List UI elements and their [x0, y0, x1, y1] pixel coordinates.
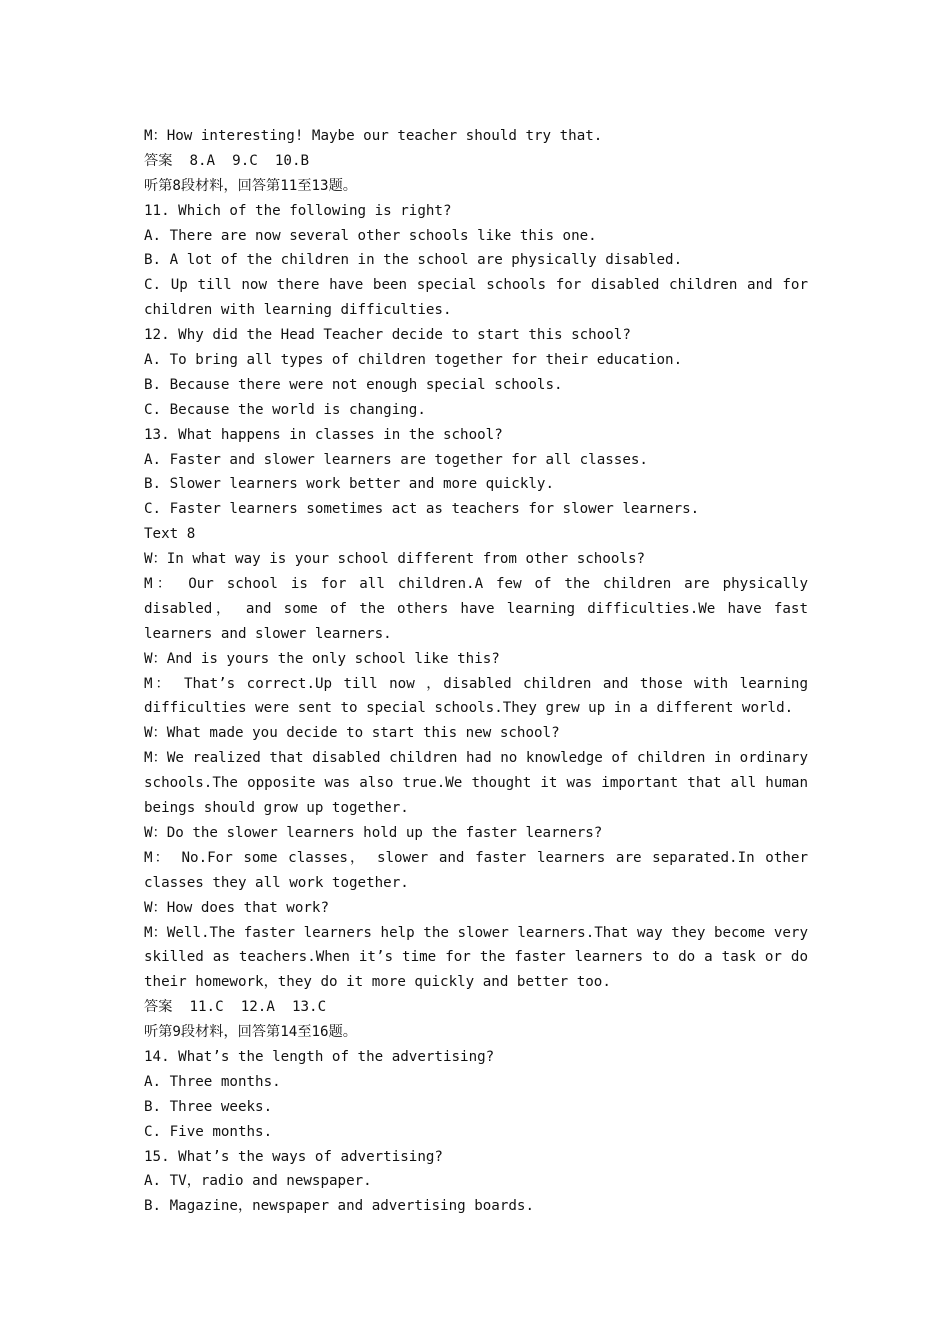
text-line: 听第8段材料，回答第11至13题。 — [144, 177, 357, 194]
text-line: M：Well.The faster learners help the slower learners.That way they become very — [144, 924, 808, 941]
text-line: M：How interesting! Maybe our teacher should try that. — [144, 128, 603, 144]
text-line: Text 8 — [144, 526, 196, 543]
text-line: W：And is yours the only school like this? — [144, 650, 500, 667]
text-line: disabled， and some of the others have learning difficulties.We have fast — [144, 600, 808, 617]
text-line: W：How does that work? — [144, 899, 330, 916]
text-line: 15. What’s the ways of advertising? — [144, 1148, 443, 1165]
text-line: A. There are now several other schools like this one. — [144, 227, 597, 244]
text-line: 11. Which of the following is right? — [144, 202, 452, 219]
text-line: A. TV，radio and newspaper. — [144, 1173, 372, 1190]
text-line: 13. What happens in classes in the school? — [144, 426, 503, 443]
text-line: skilled as teachers.When it’s time for the faster learners to do a task or do — [144, 949, 808, 966]
text-line: schools.The opposite was also true.We thought it was important that all human — [144, 775, 808, 792]
text-line: beings should grow up together. — [144, 800, 409, 817]
text-line: C. Up till now there have been special schools for disabled children and for — [144, 277, 808, 294]
text-line: B. Magazine，newspaper and advertising boards. — [144, 1198, 535, 1215]
text-line: B. Because there were not enough special schools. — [144, 376, 563, 393]
text-line: 14. What’s the length of the advertising? — [144, 1048, 495, 1065]
text-line: W：In what way is your school different from other schools? — [144, 551, 646, 568]
text-line: C. Five months. — [144, 1123, 273, 1140]
text-line: M： That’s correct.Up till now ，disabled children and those with learning — [144, 675, 808, 692]
text-line: children with learning difficulties. — [144, 302, 452, 319]
text-line: W：What made you decide to start this new school? — [144, 725, 560, 742]
text-line: A. Three months. — [144, 1073, 281, 1090]
text-line: M： No.For some classes， slower and faster learners are separated.In other — [144, 849, 808, 866]
text-line: B. Slower learners work better and more quickly. — [144, 476, 554, 493]
text-line: A. Faster and slower learners are together for all classes. — [144, 451, 648, 468]
text-line: A. To bring all types of children together for their education. — [144, 352, 683, 369]
text-line: 答案 11.C 12.A 13.C — [144, 999, 327, 1016]
text-line: learners and slower learners. — [144, 625, 392, 642]
text-line: 12. Why did the Head Teacher decide to start this school? — [144, 327, 631, 344]
document-page — [144, 124, 808, 1219]
text-line: C. Because the world is changing. — [144, 401, 426, 418]
text-line: B. A lot of the children in the school are physically disabled. — [144, 252, 683, 269]
text-line: classes they all work together. — [144, 874, 409, 891]
text-line: 答案 8.A 9.C 10.B — [144, 152, 310, 169]
text-line: M： Our school is for all children.A few of the children are physically — [144, 576, 808, 593]
text-line: their homework，they do it more quickly and better too. — [144, 974, 611, 991]
text-line: 听第9段材料，回答第14至16题。 — [144, 1024, 357, 1041]
text-line: C. Faster learners sometimes act as teachers for slower learners. — [144, 501, 700, 518]
text-line: B. Three weeks. — [144, 1098, 273, 1115]
text-line: M：We realized that disabled children had no knowledge of children in ordinary — [144, 750, 808, 767]
text-line: W：Do the slower learners hold up the faster learners? — [144, 824, 603, 841]
text-line: difficulties were sent to special schools.They grew up in a different world. — [144, 700, 794, 717]
